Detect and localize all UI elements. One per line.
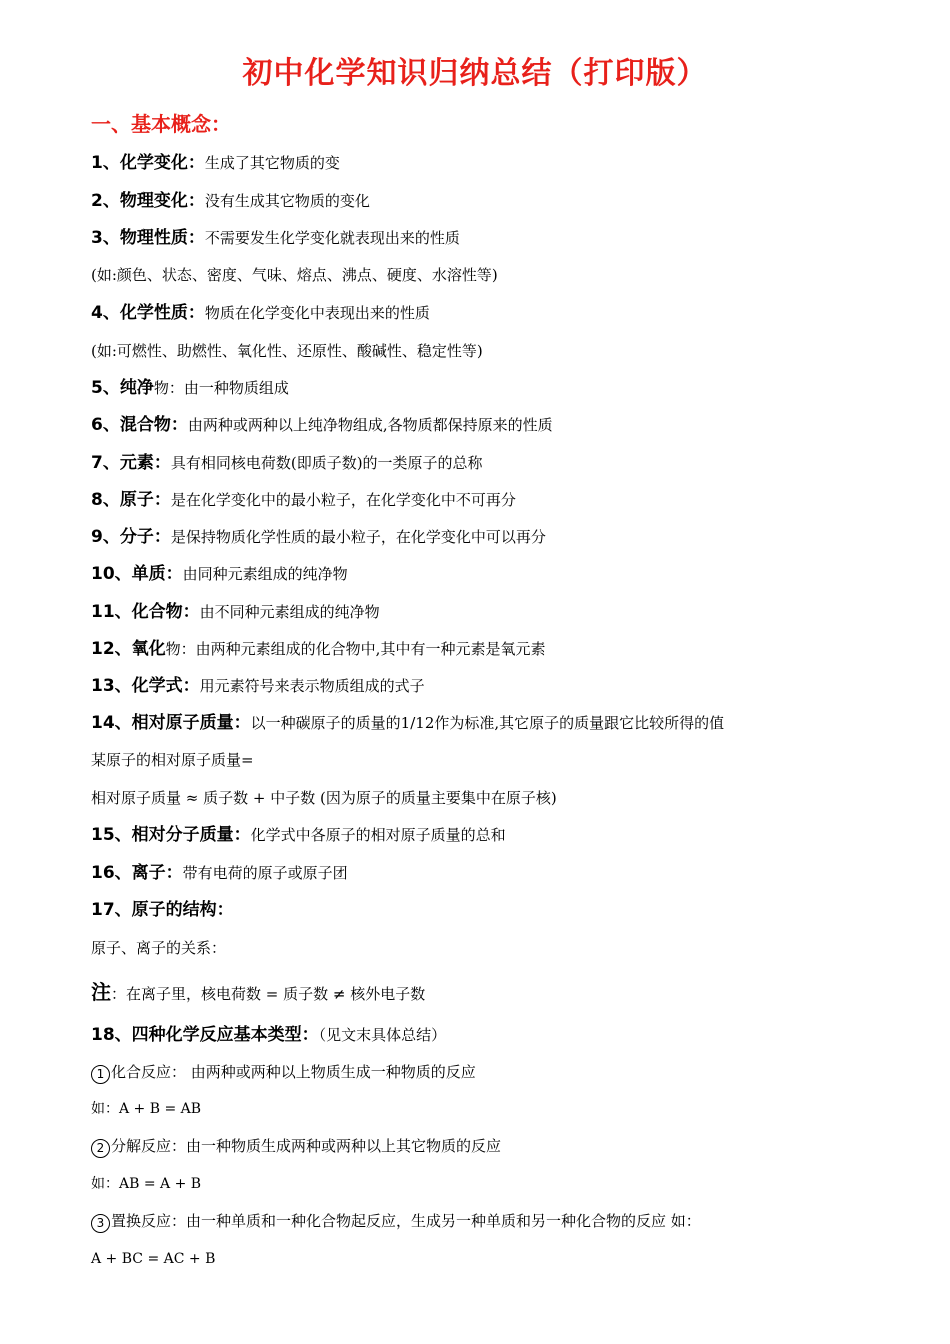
definition-line: 6、混合物：由两种或两种以上纯净物组成,各物质都保持原来的性质 (91, 415, 553, 435)
definition-line: 4、化学性质：物质在化学变化中表现出来的性质 (91, 303, 430, 323)
definition-line: 14、相对原子质量：以一种碳原子的质量的1/12作为标准,其它原子的质量跟它比较所得的值 (91, 713, 725, 733)
text-line: 某原子的相对原子质量= (91, 751, 254, 769)
definition-line: 3、物理性质：不需要发生化学变化就表现出来的性质 (91, 228, 460, 248)
text-line: (如:可燃性、助燃性、氧化性、还原性、酸碱性、稳定性等) (91, 342, 483, 360)
definition-line: 16、离子：带有电荷的原子或原子团 (91, 863, 348, 883)
circled-number-icon: 2 (91, 1139, 110, 1158)
definition-line: 5、纯净物：由一种物质组成 (91, 378, 289, 398)
text-line: (如:颜色、状态、密度、气味、熔点、沸点、硬度、水溶性等) (91, 266, 498, 284)
definition-line: 18、四种化学反应基本类型：（见文末具体总结） (91, 1025, 447, 1045)
definition-line: 9、分子：是保持物质化学性质的最小粒子，在化学变化中可以再分 (91, 527, 546, 547)
equation-line: 如：AB = A + B (91, 1176, 202, 1192)
definition-line: 10、单质：由同种元素组成的纯净物 (91, 564, 348, 584)
reaction-type-line: 3 置换反应：由一种单质和一种化合物起反应，生成另一种单质和另一种化合物的反应 如： (91, 1210, 701, 1233)
note-line: 注：在离子里，核电荷数 = 质子数 ≠ 核外电子数 (91, 980, 426, 1004)
equation-line: 如：A + B = AB (91, 1101, 202, 1117)
definition-line: 11、化合物：由不同种元素组成的纯净物 (91, 602, 380, 622)
definition-line: 15、相对分子质量：化学式中各原子的相对原子质量的总和 (91, 825, 506, 845)
page-title: 初中化学知识归纳总结（打印版） (242, 56, 708, 91)
circled-number-icon: 3 (91, 1214, 110, 1233)
circled-number-icon: 1 (91, 1065, 110, 1084)
definition-line: 12、氧化物：由两种元素组成的化合物中,其中有一种元素是氧元素 (91, 639, 546, 659)
section-heading: 一、基本概念： (91, 112, 231, 136)
text-line: 相对原子质量 ≈ 质子数 + 中子数 (因为原子的质量主要集中在原子核) (91, 789, 557, 807)
definition-line: 7、元素：具有相同核电荷数(即质子数)的一类原子的总称 (91, 453, 483, 473)
text-line: 原子、离子的关系： (91, 939, 227, 957)
definition-line: 13、化学式：用元素符号来表示物质组成的式子 (91, 676, 425, 696)
definition-line: 8、原子：是在化学变化中的最小粒子，在化学变化中不可再分 (91, 490, 516, 510)
reaction-type-line: 2 分解反应：由一种物质生成两种或两种以上其它物质的反应 (91, 1135, 501, 1158)
reaction-type-line: 1 化合反应： 由两种或两种以上物质生成一种物质的反应 (91, 1061, 476, 1084)
definition-line: 1、化学变化：生成了其它物质的变 (91, 153, 340, 173)
equation-line: A + BC = AC + B (91, 1251, 216, 1267)
definition-line: 2、物理变化：没有生成其它物质的变化 (91, 191, 370, 211)
definition-line: 17、原子的结构： (91, 900, 234, 920)
